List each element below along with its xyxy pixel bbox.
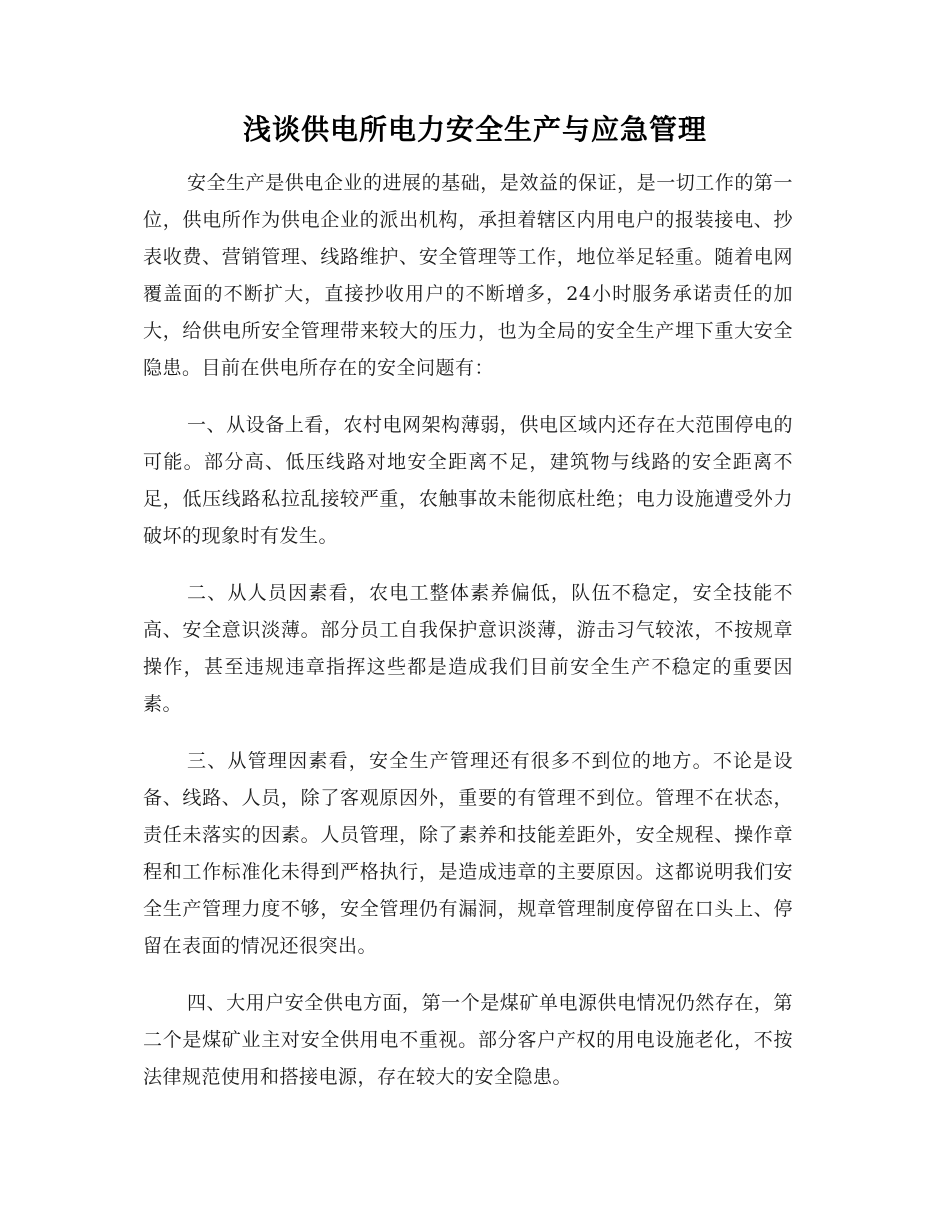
paragraph-equipment: 一、从设备上看，农村电网架构薄弱，供电区域内还存在大范围停电的可能。部分高、低压线路对地安全距离不足，建筑物与线路的安全距离不足，低压线路私拉乱接较严重，农触事故未能彻底杜绝；电力设施遭受外力破坏的现象时有发生。 — [143, 414, 793, 547]
paragraph-intro: 安全生产是供电企业的进展的基础，是效益的保证，是一切工作的第一位，供电所作为供电企业的派出机构，承担着辖区内用电户的报装接电、抄表收费、营销管理、线路维护、安全管理等工作，地位举足轻重。随着电网覆盖面的不断扩大，直接抄收用户的不断增多，24小时服务承诺责任的加大，给供电所安全管理带来较大的压力，也为全局的安全生产埋下重大安全隐患。目前在供电所存在的安全问题有： — [143, 172, 793, 379]
document-body — [143, 165, 793, 1116]
paragraph-personnel: 二、从人员因素看，农电工整体素养偏低，队伍不稳定，安全技能不高、安全意识淡薄。部分员工自我保护意识淡薄，游击习气较浓，不按规章操作，甚至违规违章指挥这些都是造成我们目前安全生产不稳定的重要因素。 — [143, 582, 793, 715]
paragraph-management: 三、从管理因素看，安全生产管理还有很多不到位的地方。不论是设备、线路、人员，除了客观原因外，重要的有管理不到位。管理不在状态，责任未落实的因素。人员管理，除了素养和技能差距外，安全规程、操作章程和工作标准化未得到严格执行，是造成违章的主要原因。这都说明我们安全生产管理力度不够，安全管理仍有漏洞，规章管理制度停留在口头上、停留在表面的情况还很突出。 — [143, 750, 793, 957]
paragraph-large-users: 四、大用户安全供电方面，第一个是煤矿单电源供电情况仍然存在，第二个是煤矿业主对安全供用电不重视。部分客户产权的用电设施老化，不按法律规范使用和搭接电源，存在较大的安全隐患。 — [143, 992, 793, 1088]
document-title: 浅谈供电所电力安全生产与应急管理 — [242, 113, 707, 146]
